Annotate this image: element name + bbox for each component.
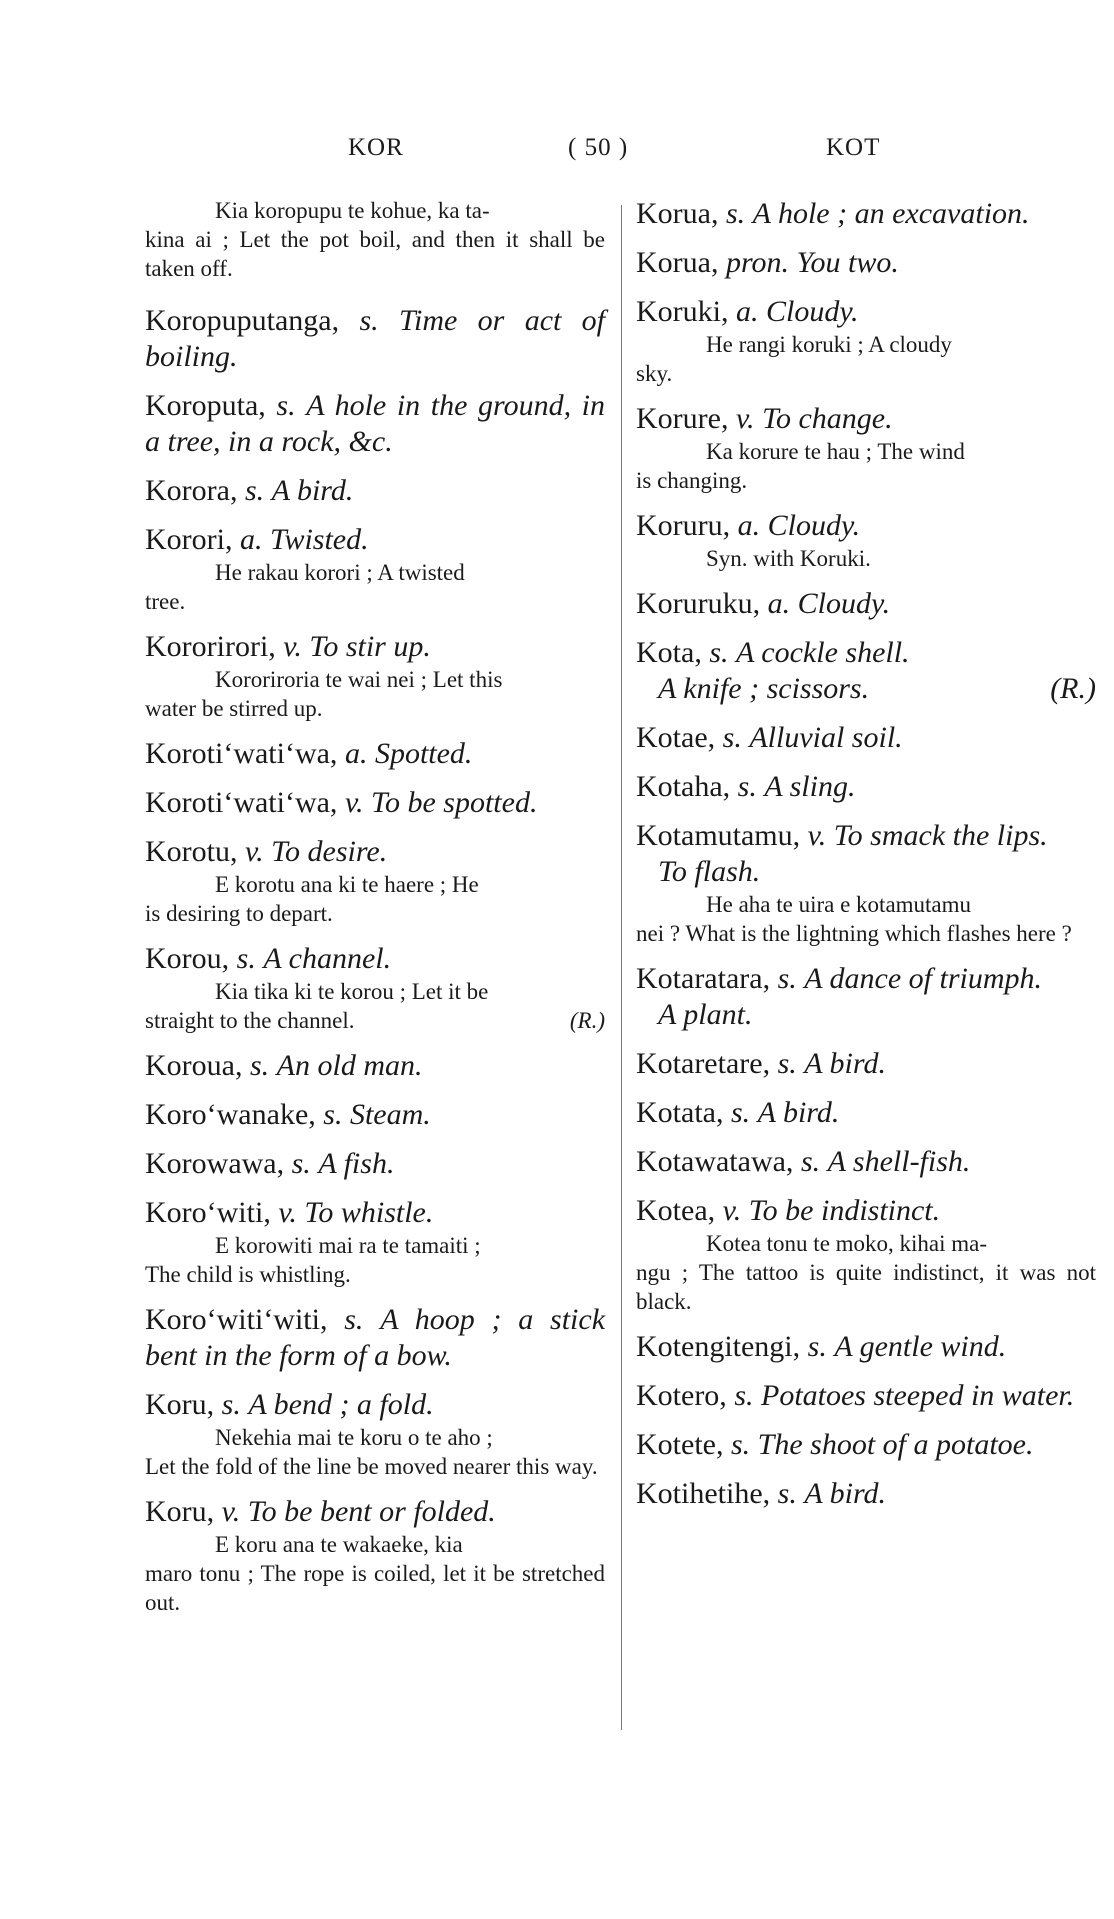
- dictionary-entry: [636, 1427, 1096, 1463]
- dictionary-entry: [636, 769, 1096, 805]
- definition: Spotted.: [374, 737, 473, 770]
- dictionary-entry: [636, 245, 1096, 281]
- dictionary-entry: [145, 1097, 605, 1133]
- definition: To change.: [762, 402, 893, 435]
- headword: Koruruku,: [636, 587, 761, 620]
- dictionary-entry: [145, 736, 605, 772]
- headword: Kotero,: [636, 1379, 727, 1412]
- headword: Kota,: [636, 636, 702, 669]
- dictionary-entry: [636, 294, 1096, 388]
- definition: The shoot of a potatoe.: [757, 1428, 1034, 1461]
- headword-line: [145, 736, 605, 772]
- dictionary-entry: [636, 1144, 1096, 1180]
- definition: A gentle wind.: [834, 1330, 1007, 1363]
- headword-line: [636, 294, 1096, 330]
- additional-sense: [636, 671, 1096, 707]
- source-note: (R.): [1050, 672, 1096, 705]
- headword: Koro‘witi‘witi,: [145, 1303, 328, 1336]
- definition: To be spotted.: [371, 786, 538, 819]
- running-head-left: KOR: [348, 134, 404, 161]
- headword: Kotaretare,: [636, 1047, 771, 1080]
- headword-line: [145, 1048, 605, 1084]
- definition: To stir up.: [309, 630, 431, 663]
- sense-text: A knife ; scissors.: [658, 672, 870, 705]
- headword-line: [145, 629, 605, 665]
- definition: Alluvial soil.: [749, 721, 903, 754]
- headword: Kotihetihe,: [636, 1477, 771, 1510]
- dictionary-entry: [636, 401, 1096, 495]
- example-rest: Let the fold of the line be moved nearer this way.: [145, 1454, 598, 1479]
- dictionary-entry: [145, 834, 605, 928]
- headword: Koroti‘wati‘wa,: [145, 737, 338, 770]
- definition: A bird.: [757, 1096, 840, 1129]
- headword: Kororirori,: [145, 630, 276, 663]
- sense-text: A plant.: [658, 998, 753, 1031]
- example-rest: is changing.: [636, 468, 748, 493]
- part-of-speech: s.: [276, 389, 296, 422]
- headword-line: [636, 508, 1096, 544]
- headword: Kotete,: [636, 1428, 724, 1461]
- dictionary-entry: [636, 1193, 1096, 1316]
- headword: Korori,: [145, 523, 233, 556]
- definition: A bend ; a fold.: [248, 1388, 434, 1421]
- part-of-speech: a.: [344, 737, 368, 770]
- dictionary-entry: [636, 1046, 1096, 1082]
- part-of-speech: s.: [291, 1147, 311, 1180]
- headword: Korua,: [636, 197, 719, 230]
- example-rest: straight to the channel.: [145, 1008, 355, 1033]
- headword-line: [145, 473, 605, 509]
- example-sentence: [636, 330, 1096, 388]
- part-of-speech: v.: [735, 402, 755, 435]
- part-of-speech: s.: [323, 1098, 343, 1131]
- headword-line: [636, 1427, 1096, 1463]
- headword-line: [145, 785, 605, 821]
- part-of-speech: pron.: [725, 246, 790, 279]
- part-of-speech: v.: [344, 786, 364, 819]
- dictionary-entry: [145, 1387, 605, 1481]
- part-of-speech: s.: [344, 1303, 364, 1336]
- headword: Korotu,: [145, 835, 238, 868]
- example-rest: ngu ; The tattoo is quite indistinct, it was not black.: [636, 1260, 1096, 1314]
- example-first-line: He aha te uira e kotamutamu: [706, 892, 972, 917]
- part-of-speech: a.: [737, 509, 761, 542]
- example-sentence: [145, 1530, 605, 1617]
- definition: A fish.: [318, 1147, 395, 1180]
- dictionary-entry: [636, 586, 1096, 622]
- dictionary-entry: [145, 1048, 605, 1084]
- source-note: (R.): [569, 1008, 605, 1033]
- headword-line: [145, 388, 605, 460]
- part-of-speech: s.: [244, 474, 265, 507]
- example-rest: maro tonu ; The rope is coiled, let it be stretched out.: [145, 1561, 605, 1615]
- dictionary-entry: [145, 1302, 605, 1374]
- definition: Steam.: [349, 1098, 431, 1131]
- headword-line: [636, 1329, 1096, 1365]
- headword-line: [636, 1476, 1096, 1512]
- dictionary-entry: [636, 961, 1096, 1033]
- example-sentence: [636, 544, 1096, 573]
- additional-sense: [636, 997, 1096, 1033]
- headword: Kotaratara,: [636, 962, 771, 995]
- headword: Koroti‘wati‘wa,: [145, 786, 338, 819]
- dictionary-entry: [145, 1494, 605, 1617]
- part-of-speech: s.: [730, 1096, 751, 1129]
- definition: Cloudy.: [766, 295, 859, 328]
- definition: A bird.: [271, 474, 354, 507]
- part-of-speech: a.: [239, 523, 263, 556]
- headword: Koro‘witi,: [145, 1196, 271, 1229]
- dictionary-entry: [636, 720, 1096, 756]
- headword-line: [145, 941, 605, 977]
- example-sentence: [145, 977, 605, 1035]
- example-rest: tree.: [145, 589, 186, 614]
- part-of-speech: s.: [777, 1047, 797, 1080]
- headword: Koruki,: [636, 295, 729, 328]
- part-of-speech: s.: [737, 770, 757, 803]
- definition: A hoop ; a stick bent in the form of a bow.: [145, 1303, 606, 1372]
- part-of-speech: v.: [278, 1196, 297, 1229]
- definition: A dance of triumph.: [804, 962, 1043, 995]
- headword-line: [636, 1046, 1096, 1082]
- definition: Time or act of boiling.: [145, 304, 606, 373]
- example-first-line: Syn. with Koruki.: [706, 546, 871, 571]
- definition: A cockle shell.: [736, 636, 910, 669]
- dictionary-entry: [145, 629, 605, 723]
- headword: Koroputa,: [145, 389, 266, 422]
- headword: Kotengitengi,: [636, 1330, 801, 1363]
- left-column: [145, 196, 605, 1630]
- headword: Kotata,: [636, 1096, 724, 1129]
- definition: To desire.: [271, 835, 388, 868]
- part-of-speech: a.: [736, 295, 759, 328]
- headword-line: [145, 303, 605, 375]
- headword: Kotaha,: [636, 770, 731, 803]
- headword-line: [636, 1193, 1096, 1229]
- part-of-speech: v.: [283, 630, 302, 663]
- definition: A shell-fish.: [827, 1145, 971, 1178]
- part-of-speech: a.: [767, 587, 791, 620]
- part-of-speech: s.: [221, 1388, 241, 1421]
- headword: Korure,: [636, 402, 729, 435]
- headword: Kotea,: [636, 1194, 716, 1227]
- part-of-speech: s.: [722, 721, 742, 754]
- definition: A hole ; an excavation.: [752, 197, 1030, 230]
- headword-line: [636, 401, 1096, 437]
- column-divider: [621, 205, 622, 1730]
- dictionary-entry: [636, 818, 1096, 948]
- headword: Koruru,: [636, 509, 731, 542]
- headword-line: [636, 961, 1096, 997]
- dictionary-entry: [636, 635, 1096, 707]
- headword: Kotawatawa,: [636, 1145, 794, 1178]
- sense-text: To flash.: [658, 855, 761, 888]
- headword-line: [145, 1146, 605, 1182]
- dictionary-entry: [145, 785, 605, 821]
- part-of-speech: s.: [777, 962, 797, 995]
- definition: Twisted.: [269, 523, 369, 556]
- headword-line: [145, 1302, 605, 1374]
- definition: A channel.: [263, 942, 392, 975]
- definition: An old man.: [276, 1049, 423, 1082]
- definition: A bird.: [804, 1047, 886, 1080]
- example-sentence: [145, 558, 605, 616]
- example-sentence: [636, 1229, 1096, 1316]
- example-first-line: Nekehia mai te koru o te aho ;: [215, 1425, 493, 1450]
- example-sentence: [145, 1231, 605, 1289]
- headword: Korua,: [636, 246, 719, 279]
- definition: To be bent or folded.: [247, 1495, 496, 1528]
- part-of-speech: s.: [709, 636, 729, 669]
- dictionary-entry: [636, 1095, 1096, 1131]
- dictionary-entry: [636, 508, 1096, 573]
- example-first-line: E koru ana te wakaeke, kia: [215, 1532, 463, 1557]
- headword-line: [636, 1378, 1096, 1414]
- definition: A bird.: [804, 1477, 887, 1510]
- part-of-speech: v.: [245, 835, 264, 868]
- dictionary-entry: [145, 1146, 605, 1182]
- example-first-line: He rakau korori ; A twisted: [215, 560, 465, 585]
- headword-line: [145, 1387, 605, 1423]
- example-rest: is desiring to depart.: [145, 901, 333, 926]
- example-first-line: He rangi koruki ; A cloudy: [706, 332, 952, 357]
- example-first-line: Kia tika ki te korou ; Let it be: [215, 979, 489, 1004]
- example-first-line: Ka korure te hau ; The wind: [706, 439, 965, 464]
- part-of-speech: v.: [722, 1194, 742, 1227]
- definition: Cloudy.: [767, 509, 861, 542]
- headword-line: [636, 769, 1096, 805]
- dictionary-entry: [145, 1195, 605, 1289]
- example-sentence: [145, 870, 605, 928]
- example-first-line: Kotea tonu te moko, kihai ma-: [706, 1231, 988, 1256]
- dictionary-entry: [636, 1378, 1096, 1414]
- part-of-speech: s.: [800, 1145, 821, 1178]
- headword: Kotae,: [636, 721, 716, 754]
- definition: Potatoes steeped in water.: [761, 1379, 1075, 1412]
- headword: Koru,: [145, 1495, 215, 1528]
- headword: Koropuputanga,: [145, 304, 340, 337]
- definition: A sling.: [764, 770, 856, 803]
- additional-sense: [636, 854, 1096, 890]
- headword: Koro‘wanake,: [145, 1098, 316, 1131]
- headword-line: [636, 720, 1096, 756]
- definition: To smack the lips.: [833, 819, 1048, 852]
- part-of-speech: s.: [236, 942, 256, 975]
- headword-line: [636, 245, 1096, 281]
- part-of-speech: s.: [725, 197, 746, 230]
- dictionary-entry: [145, 473, 605, 509]
- part-of-speech: v.: [807, 819, 827, 852]
- part-of-speech: s.: [734, 1379, 754, 1412]
- definition: You two.: [796, 246, 899, 279]
- headword-line: [145, 834, 605, 870]
- part-of-speech: s.: [359, 304, 379, 337]
- dictionary-entry: [145, 522, 605, 616]
- example-sentence: [636, 890, 1096, 948]
- running-head-right: KOT: [826, 134, 881, 161]
- headword-line: [145, 1097, 605, 1133]
- example-sentence: [636, 437, 1096, 495]
- definition: A hole in the ground, in a tree, in a rock, &c.: [145, 389, 606, 458]
- headword-line: [636, 635, 1096, 671]
- dictionary-entry: [636, 1329, 1096, 1365]
- headword: Koroua,: [145, 1049, 243, 1082]
- right-column: [636, 196, 1096, 1525]
- part-of-speech: s.: [249, 1049, 270, 1082]
- definition: Cloudy.: [797, 587, 891, 620]
- definition: To be indistinct.: [748, 1194, 941, 1227]
- dictionary-entry: [145, 303, 605, 375]
- headword-line: [145, 1195, 605, 1231]
- headword: Korowawa,: [145, 1147, 285, 1180]
- example-sentence: [145, 1423, 605, 1481]
- headword-line: [145, 1494, 605, 1530]
- part-of-speech: s.: [777, 1477, 797, 1510]
- definition: To whistle.: [304, 1196, 434, 1229]
- headword: Korora,: [145, 474, 238, 507]
- page-number: ( 50 ): [568, 134, 629, 161]
- headword-line: [636, 818, 1096, 854]
- headword-line: [636, 196, 1096, 232]
- part-of-speech: v.: [221, 1495, 241, 1528]
- example-rest: nei ? What is the lightning which flashes here ?: [636, 921, 1072, 946]
- dictionary-entry: [145, 941, 605, 1035]
- part-of-speech: s.: [730, 1428, 751, 1461]
- example-sentence: [145, 665, 605, 723]
- headword: Korou,: [145, 942, 230, 975]
- dictionary-entry: [636, 196, 1096, 232]
- example-rest: water be stirred up.: [145, 696, 323, 721]
- part-of-speech: s.: [807, 1330, 827, 1363]
- headword-line: [145, 522, 605, 558]
- example-first-line: Kororiroria te wai nei ; Let this: [215, 667, 503, 692]
- headword: Kotamutamu,: [636, 819, 801, 852]
- headword: Koru,: [145, 1388, 215, 1421]
- headword-line: [636, 1095, 1096, 1131]
- headword-line: [636, 1144, 1096, 1180]
- dictionary-entry: [145, 388, 605, 460]
- continuation-example: Kia koropupu te kohue, ka ta- kina ai ; Let the pot boil, and then it shall be taken off.: [145, 198, 605, 281]
- dictionary-entry: [636, 1476, 1096, 1512]
- example-first-line: E korowiti mai ra te tamaiti ;: [215, 1233, 481, 1258]
- example-rest: sky.: [636, 361, 673, 386]
- example-first-line: E korotu ana ki te haere ; He: [215, 872, 479, 897]
- headword-line: [636, 586, 1096, 622]
- example-rest: The child is whistling.: [145, 1262, 351, 1287]
